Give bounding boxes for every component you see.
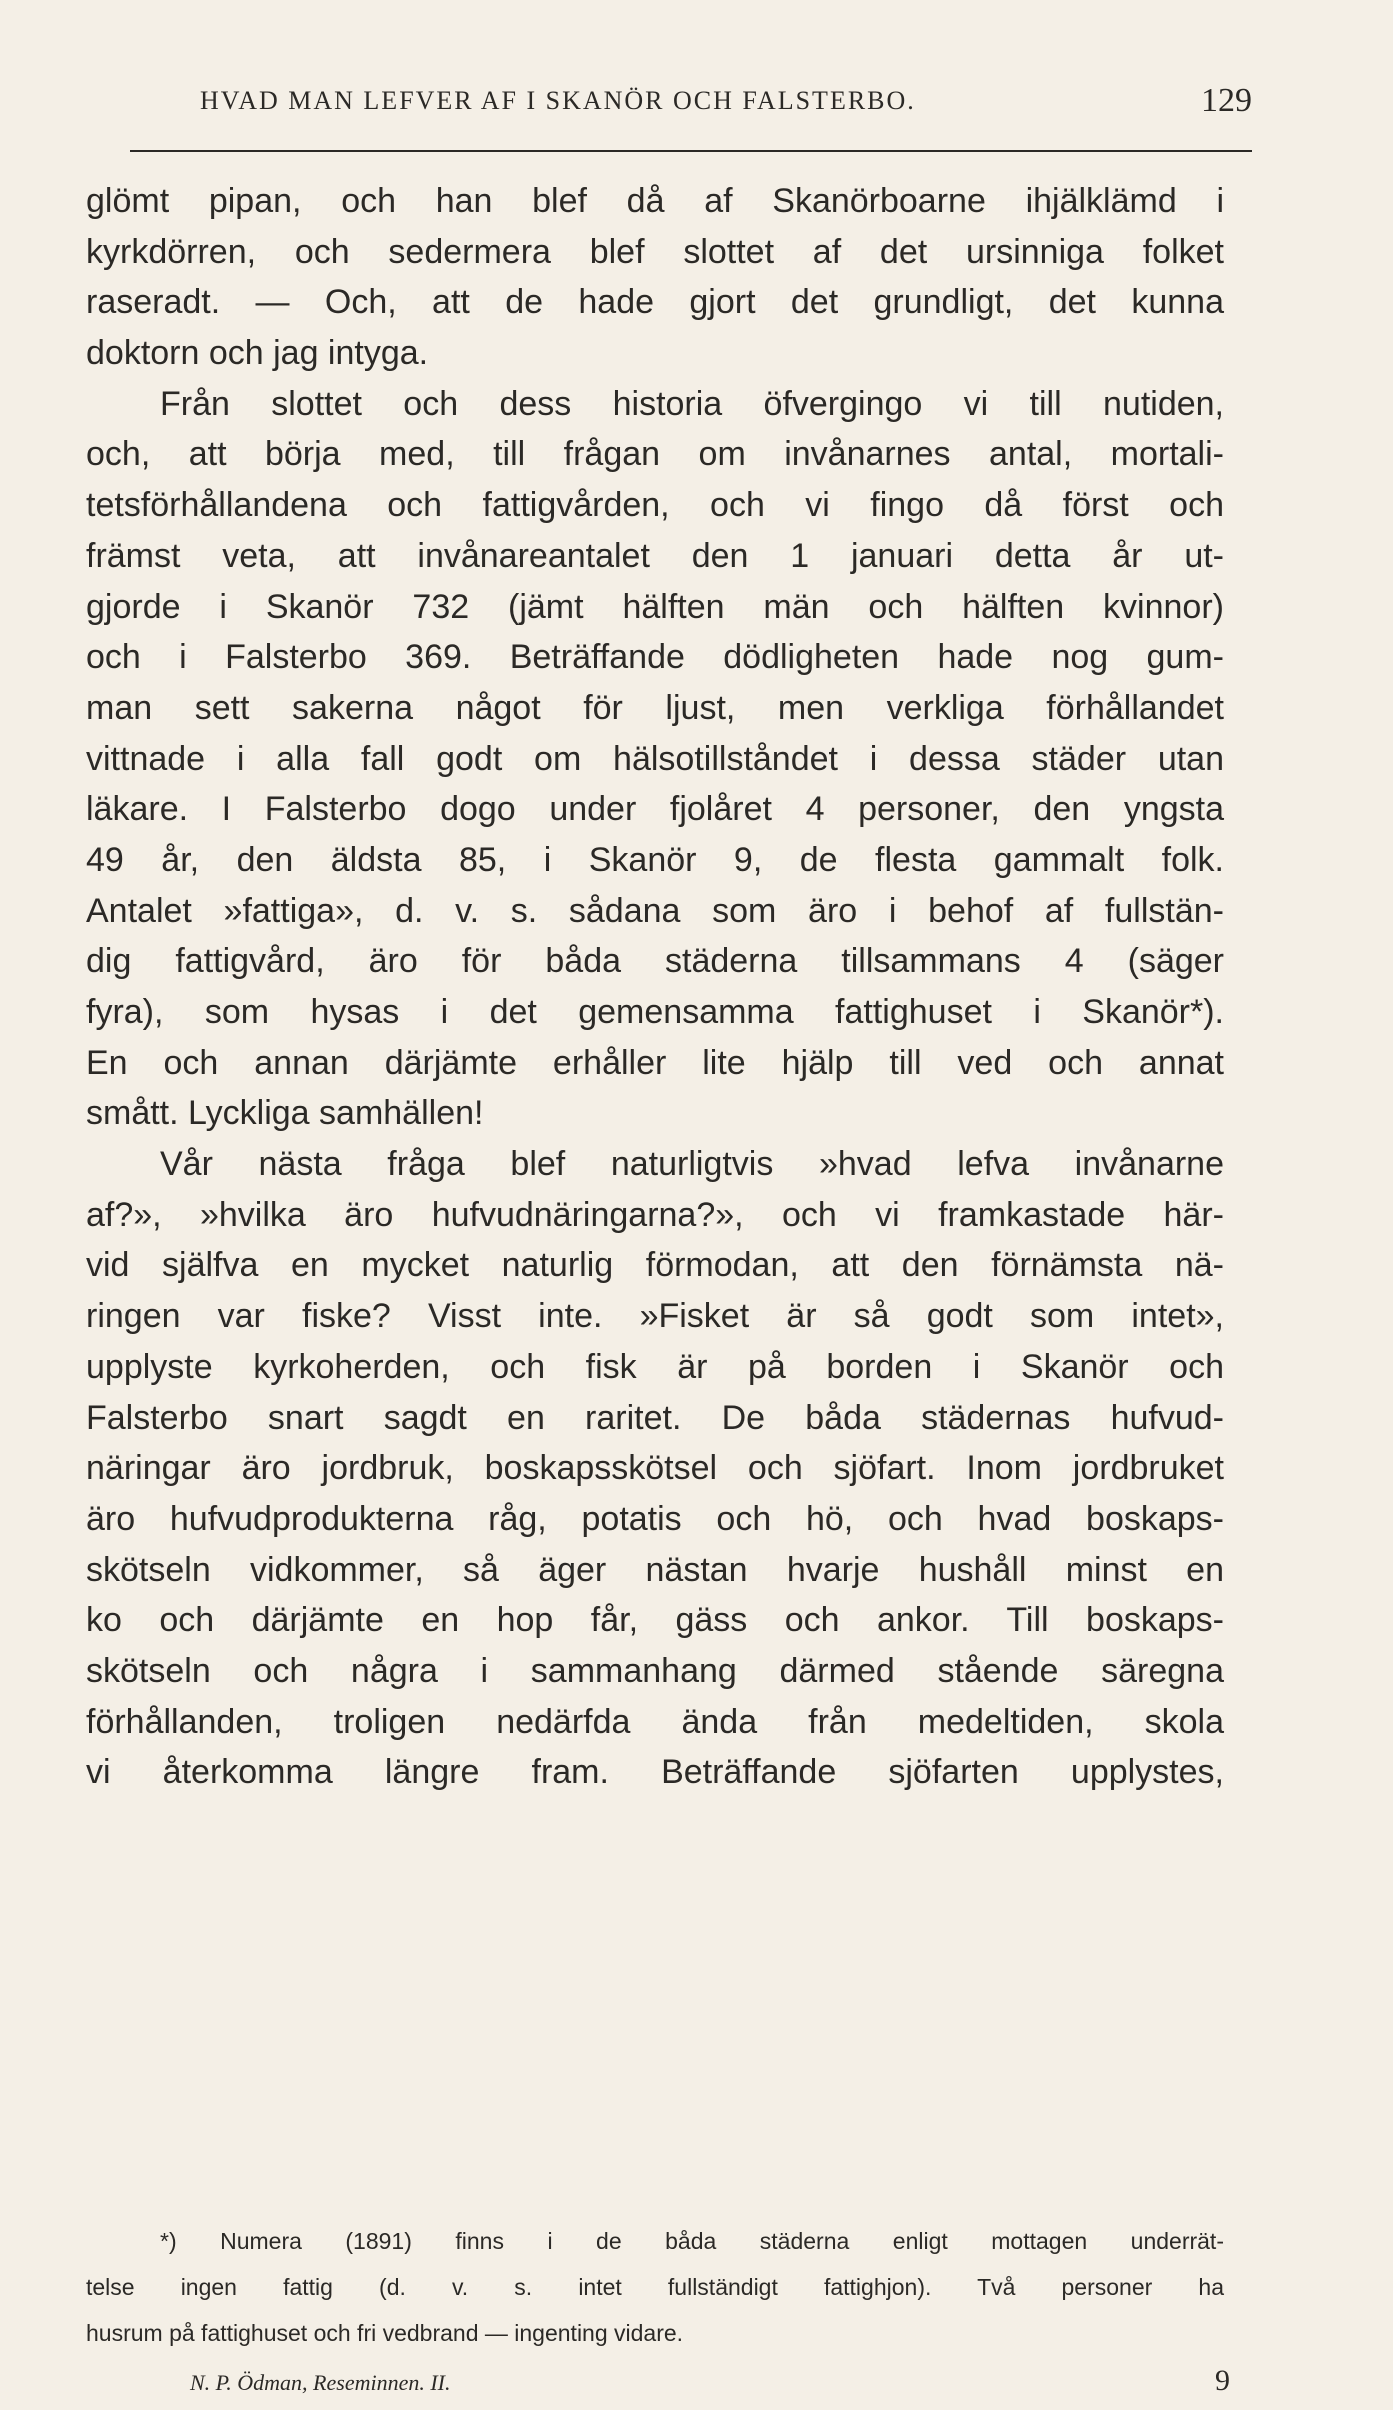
body-line: främst veta, att invånareantalet den 1 januari detta år ut-	[86, 536, 1224, 575]
page-header	[130, 82, 1252, 136]
body-line: vid själfva en mycket naturlig förmodan, att den förnämsta nä-	[86, 1246, 1224, 1285]
body-line: man sett sakerna något för ljust, men verkliga förhållandet	[86, 688, 1224, 727]
body-line: fyra), som hysas i det gemensamma fattighuset i Skanör*).	[86, 993, 1224, 1031]
footnote	[86, 2218, 1224, 2356]
body-line: och, att börja med, till frågan om invånarnes antal, mortali-	[86, 435, 1224, 474]
body-line: gjorde i Skanör 732 (jämt hälften män och hälften kvinnor)	[86, 587, 1224, 626]
body-line: vittnade i alla fall godt om hälsotillståndet i dessa städer utan	[86, 739, 1224, 778]
body-text	[86, 176, 1224, 1798]
body-line: En och annan därjämte erhåller lite hjälp till ved och annat	[86, 1043, 1224, 1082]
body-line: Falsterbo snart sagdt en raritet. De båda städernas hufvud-	[86, 1398, 1224, 1437]
body-line: äro hufvudprodukterna råg, potatis och hö, och hvad boskaps-	[86, 1499, 1224, 1538]
body-line: doktorn och jag intyga.	[86, 334, 429, 373]
body-line: ko och därjämte en hop får, gäss och ankor. Till boskaps-	[86, 1601, 1224, 1640]
body-line: förhållanden, troligen nedärfda ända från medeltiden, skola	[86, 1702, 1224, 1741]
body-line: dig fattigvård, äro för båda städerna tillsammans 4 (säger	[86, 942, 1224, 981]
body-line: kyrkdörren, och sedermera blef slottet af det ursinniga folket	[86, 232, 1224, 271]
body-line: smått. Lyckliga samhällen!	[86, 1094, 484, 1133]
body-line: Från slottet och dess historia öfvergingo vi till nutiden,	[160, 384, 1224, 423]
body-line: tetsförhållandena och fattigvården, och vi fingo då först och	[86, 486, 1224, 525]
running-head: HVAD MAN LEFVER AF I SKANÖR OCH FALSTERBO.	[200, 86, 916, 115]
footnote-line: telse ingen fattig (d. v. s. intet fullständigt fattighjon). Två personer ha	[86, 2274, 1224, 2300]
footnote-line: husrum på fattighuset och fri vedbrand — ingenting vidare.	[86, 2320, 684, 2346]
header-rule	[130, 150, 1252, 152]
body-line: näringar äro jordbruk, boskapsskötsel och sjöfart. Inom jordbruket	[86, 1449, 1224, 1488]
signature-mark: 9	[1215, 2364, 1230, 2397]
signature-text: N. P. Ödman, Reseminnen. II.	[190, 2370, 451, 2395]
printer-signature	[190, 2364, 1230, 2410]
body-line: skötseln och några i sammanhang därmed stående säregna	[86, 1651, 1224, 1690]
body-line: upplyste kyrkoherden, och fisk är på borden i Skanör och	[86, 1347, 1224, 1386]
body-line: och i Falsterbo 369. Beträffande dödligheten hade nog gum-	[86, 638, 1224, 677]
body-line: af?», »hvilka äro hufvudnäringarna?», och vi framkastade här-	[86, 1195, 1224, 1234]
body-line: 49 år, den äldsta 85, i Skanör 9, de flesta gammalt folk.	[86, 840, 1224, 879]
footnote-line: *) Numera (1891) finns i de båda städerna enligt mottagen underrät-	[160, 2228, 1224, 2254]
body-line: ringen var fiske? Visst inte. »Fisket är så godt som intet»,	[86, 1297, 1224, 1336]
body-line: skötseln vidkommer, så äger nästan hvarje hushåll minst en	[86, 1550, 1224, 1589]
body-line: Antalet »fattiga», d. v. s. sådana som äro i behof af fullstän-	[86, 891, 1224, 930]
body-line: vi återkomma längre fram. Beträffande sjöfarten upplystes,	[86, 1753, 1224, 1792]
body-line: glömt pipan, och han blef då af Skanörboarne ihjälklämd i	[86, 182, 1224, 220]
body-line: läkare. I Falsterbo dogo under fjolåret 4 personer, den yngsta	[86, 790, 1224, 829]
page-number: 129	[1201, 82, 1252, 119]
body-line: Vår nästa fråga blef naturligtvis »hvad lefva invånarne	[160, 1145, 1224, 1184]
body-line: raseradt. — Och, att de hade gjort det grundligt, det kunna	[86, 283, 1224, 322]
